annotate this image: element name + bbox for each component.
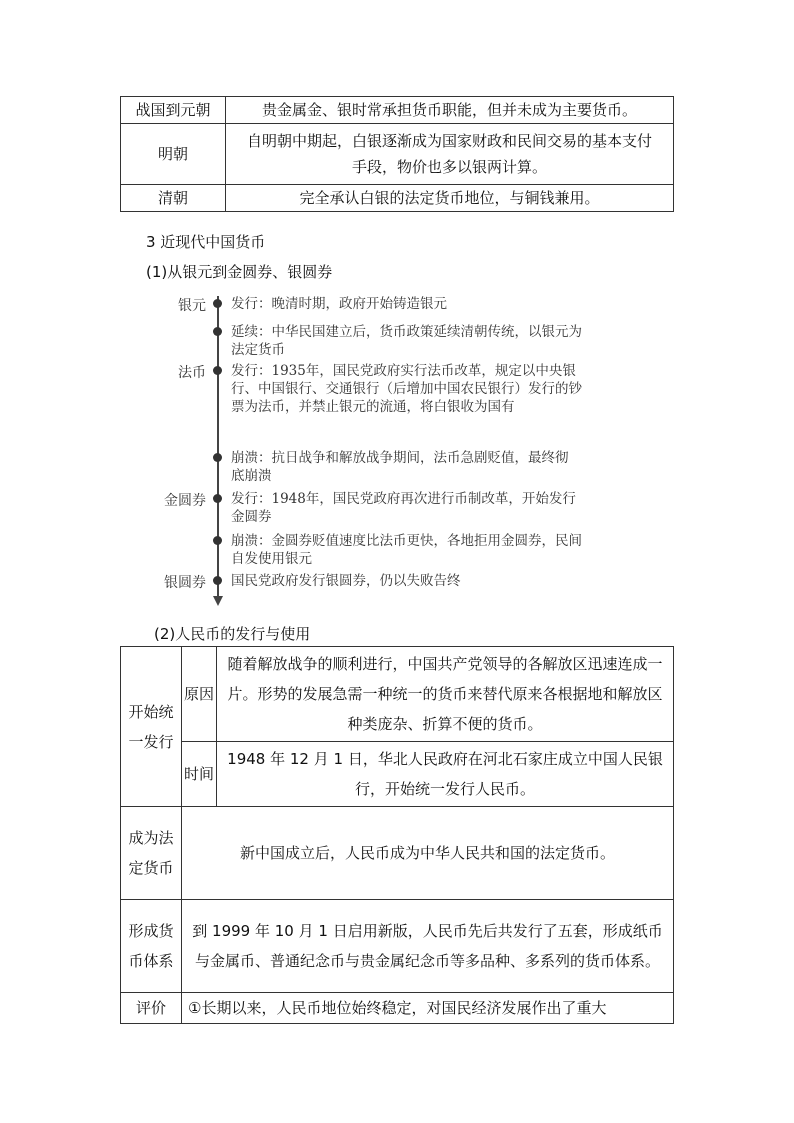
description-cell: 自明朝中期起，白银逐渐成为国家财政和民间交易的基本支付手段，物价也多以银两计算。	[226, 124, 674, 185]
timeline-dot-icon	[213, 453, 222, 462]
table-row	[121, 993, 674, 1024]
category-cell: 评价	[121, 993, 182, 1024]
category-cell: 开始统一发行	[121, 647, 182, 807]
table-row	[121, 97, 674, 124]
rmb-issuance-table	[120, 646, 674, 1024]
table-row	[121, 742, 674, 807]
table-row	[121, 124, 674, 185]
description-cell: 新中国成立后，人民币成为中华人民共和国的法定货币。	[182, 807, 674, 900]
timeline-dot-icon	[213, 327, 222, 336]
subcategory-cell: 时间	[182, 742, 217, 807]
timeline-dot-icon	[213, 576, 222, 585]
timeline-entry: 延续：中华民国建立后，货币政策延续清朝传统，以银元为法定货币	[231, 324, 582, 358]
category-cell: 成为法定货币	[121, 807, 182, 900]
description-cell: 随着解放战争的顺利进行，中国共产党领导的各解放区迅速连成一片。形势的发展急需一种统一的货币来替代原来各根据地和解放区种类庞杂、折算不便的货币。	[217, 647, 674, 742]
subsection-heading: (2)人民币的发行与使用	[154, 625, 311, 643]
section-heading: 3 近现代中国货币	[146, 233, 266, 251]
description-cell: 1948 年 12 月 1 日，华北人民政府在河北石家庄成立中国人民银行，开始统一发行人民币。	[217, 742, 674, 807]
timeline-axis	[217, 296, 219, 596]
timeline-entry: 崩溃：金圆券贬值速度比法币更快，各地拒用金圆券，民间自发使用银元	[231, 533, 582, 567]
description-cell: 到 1999 年 10 月 1 日启用新版，人民币先后共发行了五套，形成纸币与金属币、普通纪念币与贵金属纪念币等多品种、多系列的货币体系。	[182, 900, 674, 993]
timeline-entry: 发行：1935年，国民党政府实行法币改革，规定以中央银行、中国银行、交通银行（后增加中国农民银行）发行的钞票为法币，并禁止银元的流通，将白银收为国有	[231, 363, 582, 415]
table-row	[121, 647, 674, 742]
timeline-label: 银元	[178, 298, 206, 314]
table-row	[121, 900, 674, 993]
description-cell: 完全承认白银的法定货币地位，与铜钱兼用。	[226, 185, 674, 212]
timeline-label: 法币	[178, 365, 206, 381]
timeline-entry: 国民党政府发行银圆券，仍以失败告终	[231, 573, 461, 589]
era-cell: 战国到元朝	[121, 97, 226, 124]
timeline-arrow-icon	[213, 596, 223, 606]
table-row	[121, 807, 674, 900]
description-cell: ①长期以来，人民币地位始终稳定，对国民经济发展作出了重大	[182, 993, 674, 1024]
timeline-dot-icon	[213, 536, 222, 545]
description-cell: 贵金属金、银时常承担货币职能，但并未成为主要货币。	[226, 97, 674, 124]
timeline-entry: 崩溃：抗日战争和解放战争期间，法币急剧贬值，最终彻底崩溃	[231, 450, 569, 484]
timeline-entry: 发行：晚清时期，政府开始铸造银元	[231, 296, 447, 312]
timeline-dot-icon	[213, 366, 222, 375]
timeline-label: 银圆券	[164, 575, 206, 591]
timeline-dot-icon	[213, 494, 222, 503]
era-cell: 明朝	[121, 124, 226, 185]
timeline-entry: 发行：1948年，国民党政府再次进行币制改革，开始发行金圆券	[231, 491, 576, 525]
table-row	[121, 185, 674, 212]
timeline-dot-icon	[213, 299, 222, 308]
era-cell: 清朝	[121, 185, 226, 212]
category-cell: 形成货币体系	[121, 900, 182, 993]
subcategory-cell: 原因	[182, 647, 217, 742]
dynasty-currency-table	[120, 96, 674, 212]
subsection-heading: (1)从银元到金圆券、银圆券	[146, 263, 333, 281]
timeline-label: 金圆券	[164, 493, 206, 509]
